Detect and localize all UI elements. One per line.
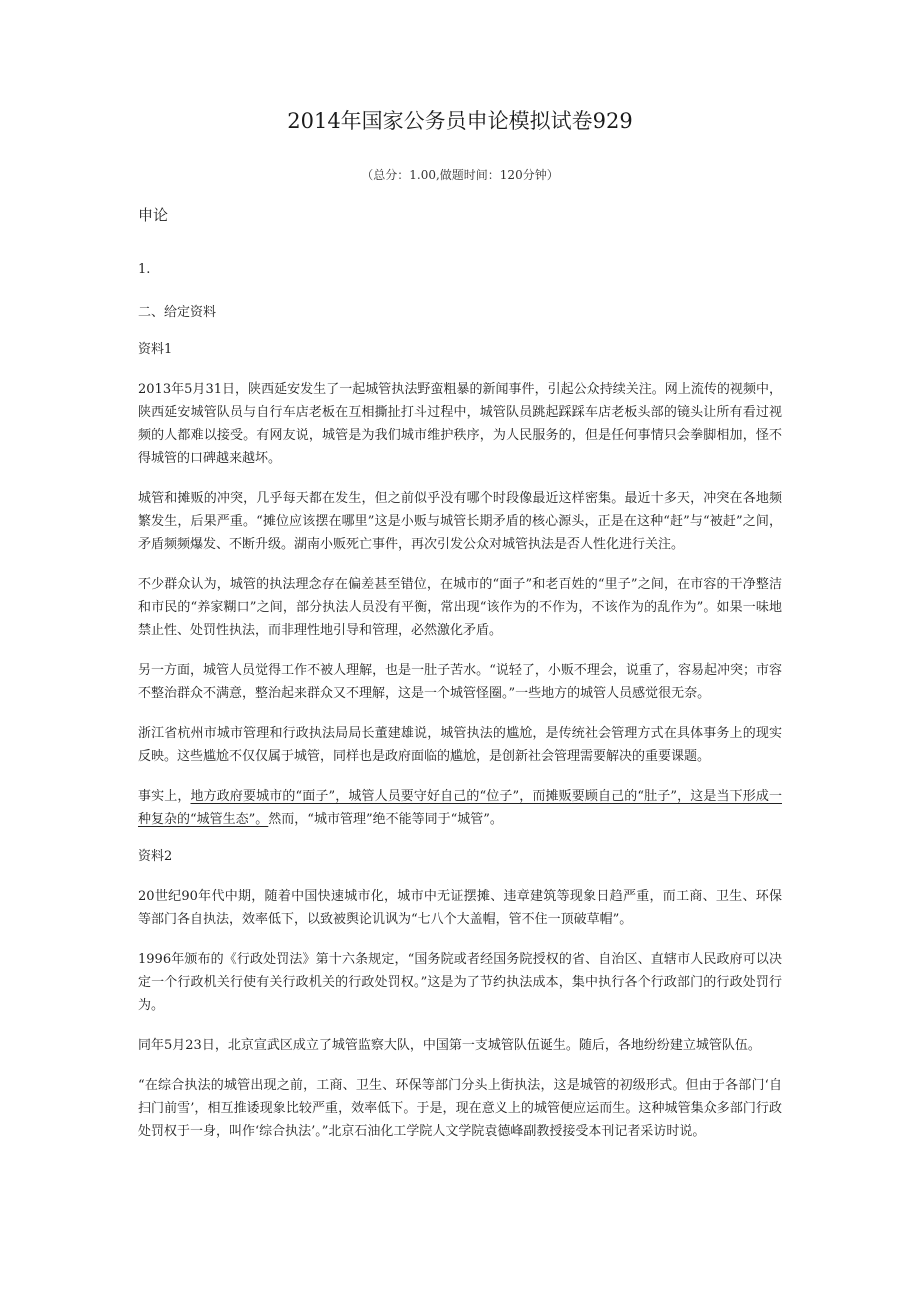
document-body [138,258,782,1143]
material1-paragraph-4: 另一方面，城管人员觉得工作不被人理解，也是一肚子苦水。“说轻了，小贩不理会，说重了，容易起冲突；市容不整治群众不满意，整治起来群众又不理解，这是一个城管怪圈。”一些地方的城管人员感觉很无奈。 [138,663,782,701]
material2-paragraph-2: 1996年颁布的《行政处罚法》第十六条规定，“国务院或者经国务院授权的省、自治区、直辖市人民政府可以决定一个行政机关行使有关行政机关的行政处罚权。”这是为了节约执法成本，集中执行各个行政部门的行政处罚行为。 [138,952,782,1013]
given-materials-heading: 二、给定资料 [138,305,217,320]
exam-info: （总分：1.00,做题时间：120分钟） [361,168,559,182]
material1-paragraph-6 [138,785,782,831]
material1-paragraph-1: 2013年5月31日，陕西延安发生了一起城管执法野蛮粗暴的新闻事件，引起公众持续关注。网上流传的视频中，陕西延安城管队员与自行车店老板在互相撕扯打斗过程中，城管队员跳起踩踩车店老板头部的镜头让所有看过视频的人都难以接受。有网友说，城管是为我们城市维护秩序，为人民服务的，但是任何事情只会拳脚相加，怪不得城管的口碑越来越坏。 [138,382,782,466]
material2-paragraph-1: 20世纪90年代中期，随着中国快速城市化，城市中无证摆摊、违章建筑等现象日趋严重，而工商、卫生、环保等部门各自执法，效率低下，以致被舆论讥讽为“七八个大盖帽，管不住一顶破草帽”。 [138,889,782,927]
underlined-passage: 地方政府要城市的“面子”，城管人员要守好自己的“位子”，而摊贩要顾自己的“肚子”，这是当下形成一种复杂的“城管生态”。 [138,789,782,827]
material1-paragraph-2: 城管和摊贩的冲突，几乎每天都在发生，但之前似乎没有哪个时段像最近这样密集。最近十多天，冲突在各地频繁发生，后果严重。“摊位应该摆在哪里”这是小贩与城管长期矛盾的核心源头，正是在这种“赶”与“被赶”之间，矛盾频频爆发、不断升级。湖南小贩死亡事件，再次引发公众对城管执法是否人性化进行关注。 [138,491,782,552]
material2-paragraph-4: “在综合执法的城管出现之前，工商、卫生、环保等部门分头上街执法，这是城管的初级形式。但由于各部门‘自扫门前雪’，相互推诿现象比较严重，效率低下。于是，现在意义上的城管便应运而生。这种城管集众多部门行政处罚权于一身，叫作‘综合执法’。”北京石油化工学院人文学院袁德峰副教授接受本刊记者采访时说。 [138,1078,782,1139]
question-number: 1. [138,262,151,277]
material1-heading: 资料1 [138,342,173,357]
paragraph-tail: 然而，“城市管理”绝不能等同于“城管”。 [268,812,503,827]
material2-heading: 资料2 [138,849,173,864]
material1-paragraph-3: 不少群众认为，城管的执法理念存在偏差甚至错位，在城市的“面子”和老百姓的“里子”之间，在市容的干净整洁和市民的“养家糊口”之间，部分执法人员没有平衡，常出现“该作为的不作为，不该作为的乱作为”。如果一味地禁止性、处罚性执法，而非理性地引导和管理，必然激化矛盾。 [138,577,782,638]
material1-paragraph-5: 浙江省杭州市城市管理和行政执法局局长董建雄说，城管执法的尴尬，是传统社会管理方式在具体事务上的现实反映。这些尴尬不仅仅属于城管，同样也是政府面临的尴尬，是创新社会管理需要解决的重要课题。 [138,726,782,764]
page-title: 2014年国家公务员申论模拟试卷929 [287,109,633,133]
paragraph-lead: 事实上， [138,789,191,804]
section-heading: 申论 [138,206,169,224]
material2-paragraph-3: 同年5月23日，北京宣武区成立了城管监察大队，中国第一支城管队伍诞生。随后，各地纷纷建立城管队伍。 [138,1038,761,1053]
